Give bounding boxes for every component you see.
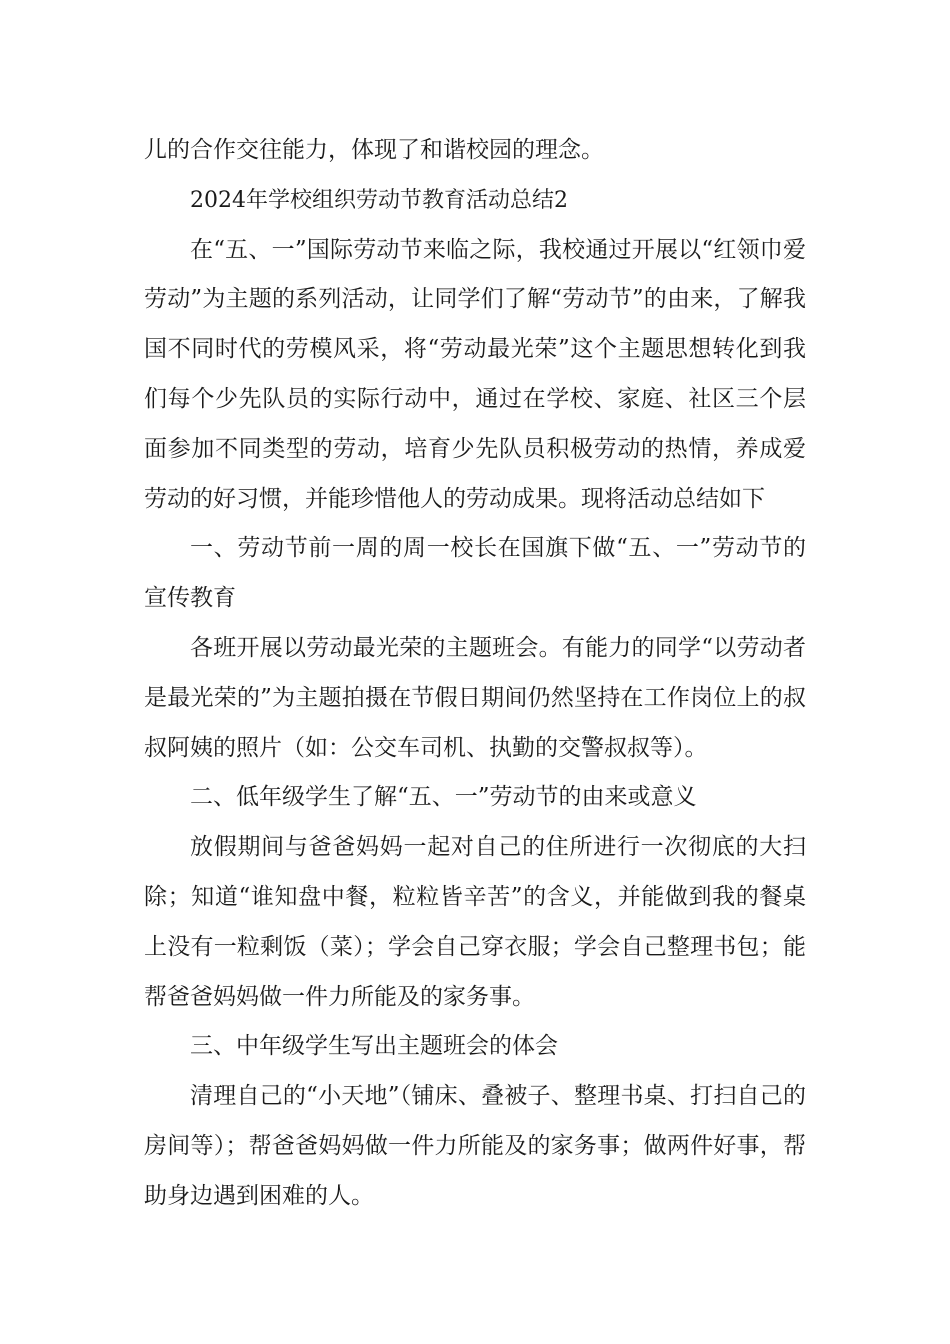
paragraph-item-three-detail: 清理自己的“小天地”（铺床、叠被子、整理书桌、打扫自己的房间等）；帮爸爸妈妈做一件力所能及的家务事；做两件好事，帮助身边遇到困难的人。	[144, 1083, 806, 1209]
paragraph-item-three: 三、中年级学生写出主题班会的体会	[190, 1033, 558, 1060]
paragraph-item-one-detail: 各班开展以劳动最光荣的主题班会。有能力的同学“以劳动者是最光荣的”为主题拍摄在节假日期间仍然坚持在工作岗位上的叔叔阿姨的照片（如：公交车司机、执勤的交警叔叔等）。	[144, 634, 806, 761]
paragraph-item-one: 一、劳动节前一周的周一校长在国旗下做“五、一”劳动节的宣传教育	[144, 535, 806, 612]
paragraph-continuation: 儿的合作交往能力，体现了和谐校园的理念。	[144, 137, 604, 163]
paragraph-item-two-detail: 放假期间与爸爸妈妈一起对自己的住所进行一次彻底的大扫除；知道“谁知盘中餐，粒粒皆辛苦”的含义，并能做到我的餐桌上没有一粒剩饭（菜）；学会自己穿衣服；学会自己整理书包；能帮爸爸妈妈做一件力所能及的家务事。	[144, 834, 806, 1010]
document-body	[144, 126, 806, 1222]
paragraph-intro: 在“五、一”国际劳动节来临之际，我校通过开展以“红领巾爱劳动”为主题的系列活动，让同学们了解“劳动节”的由来，了解我国不同时代的劳模风采，将“劳动最光荣”这个主题思想转化到我们每个少先队员的实际行动中，通过在学校、家庭、社区三个层面参加不同类型的劳动，培育少先队员积极劳动的热情，养成爱劳动的好习惯，并能珍惜他人的劳动成果。现将活动总结如下	[144, 236, 806, 512]
paragraph-item-two: 二、低年级学生了解“五、一”劳动节的由来或意义	[190, 784, 697, 811]
section-title: 2024年学校组织劳动节教育活动总结2	[190, 187, 568, 213]
